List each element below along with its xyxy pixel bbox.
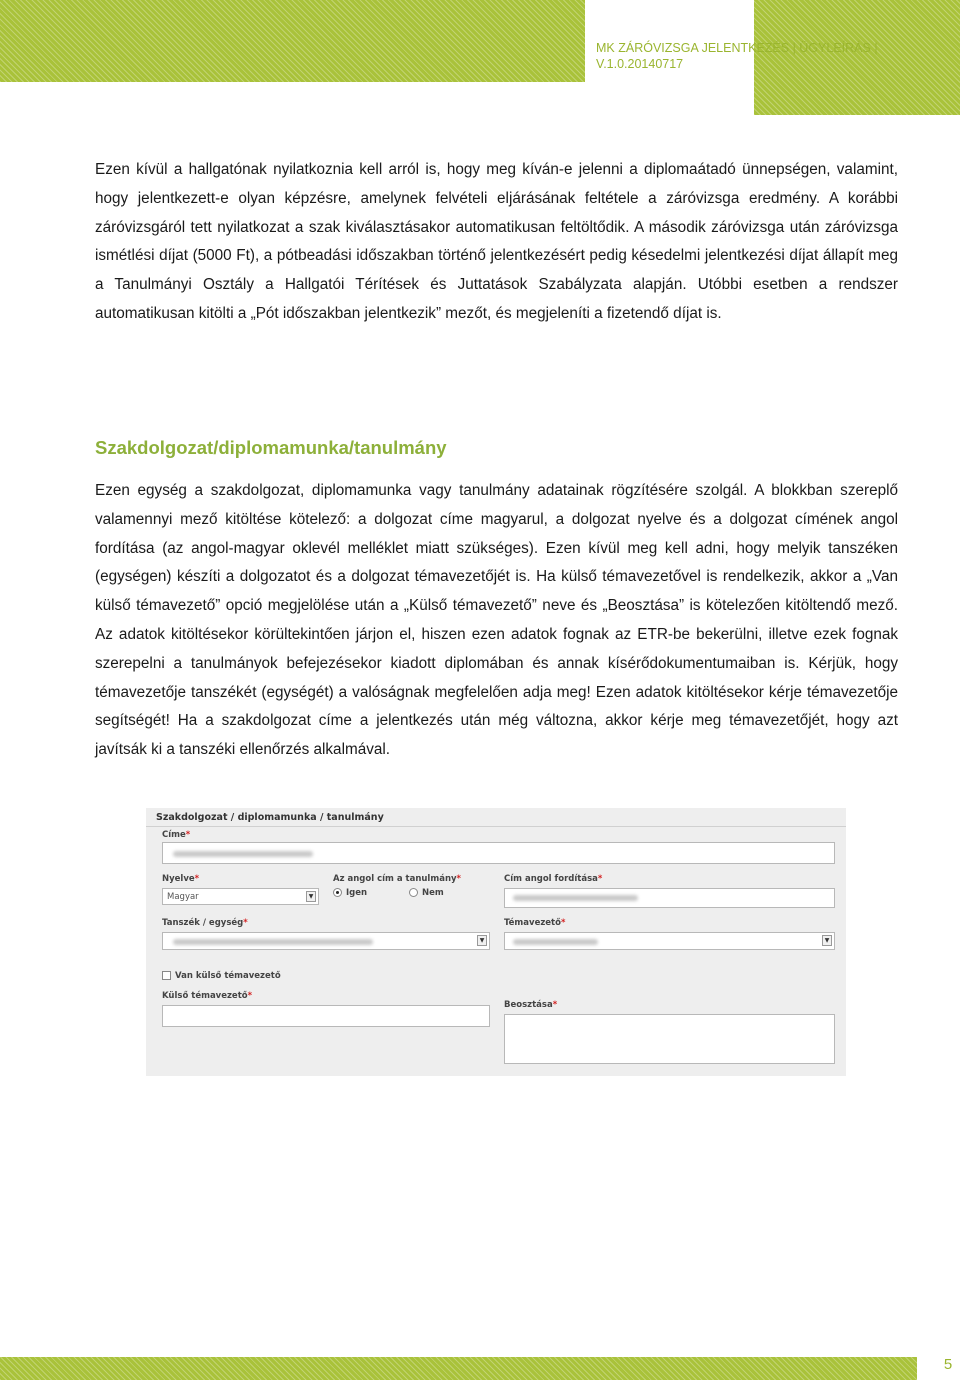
chevron-down-icon: ▼ [306,891,316,902]
title-field[interactable] [162,842,835,864]
language-select-value: Magyar [167,892,199,902]
english-title-field[interactable] [504,888,835,908]
department-label: Tanszék / egység* [162,918,248,928]
footer-pattern [0,1357,917,1380]
header-pattern-left [0,0,585,82]
external-supervisor-checkbox[interactable] [162,971,171,980]
external-supervisor-label: Külső témavezető* [162,991,253,1001]
english-title-question: Az angol cím a tanulmány* [333,874,461,884]
department-select[interactable] [162,932,490,950]
form-title: Szakdolgozat / diplomamunka / tanulmány [156,812,384,823]
radio-nem[interactable] [409,888,418,897]
external-supervisor-checkbox-label: Van külső témavezető [175,971,281,981]
english-title-label: Cím angol fordítása* [504,874,603,884]
chevron-down-icon: ▼ [477,935,487,946]
page-number: 5 [943,1356,953,1373]
position-field[interactable] [504,1014,835,1064]
position-label: Beosztása* [504,1000,558,1010]
header-title: MK ZÁRÓVIZSGA JELENTKEZÉS | ÜGYLEÍRÁS | [596,41,878,55]
title-field-label: Címe* [162,830,191,840]
intro-paragraph: Ezen kívül a hallgatónak nyilatkoznia kell arról is, hogy meg kíván-e jelenni a diplomaátadó ünnepségen, valamint, hogy jelentkezett-e olyan képzésre, amelynek felvételi eljárásának feltétele a záróvizsga eredmény. A korábbi záróvizsgáról tett nyilatkozat a szak kiválasztásakor automatikusan feltöltődik. A második záróvizsga után záróvizsga ismétlési díjat (5000 Ft), a pótbeadási időszakban történő jelentkezésért pedig késedelmi jelentkezési díjat állapít meg a Tanulmányi Osztály a Hallgatói Térítések és Juttatások Szabályzata alapján. Utóbbi esetben a rendszer automatikusan kitölti a „Pót időszakban jelentkezik” mezőt, és megjeleníti a fizetendő díjat is. [95,161,898,322]
header-pattern-right [754,0,960,115]
form-divider [146,826,846,827]
chevron-down-icon: ▼ [822,935,832,946]
thesis-form-screenshot [146,808,846,1076]
radio-igen-label: Igen [346,888,368,898]
header-version: V.1.0.20140717 [596,57,684,71]
language-label: Nyelve* [162,874,200,884]
section-paragraph: Ezen egység a szakdolgozat, diplomamunka vagy tanulmány adatainak rögzítésére szolgál. A blokkban szereplő valamennyi mező kitöltése kötelező: a dolgozat címe magyarul, a dolgozat nyelve és a dolgozat címének angol fordítása (az angol-magyar oklevél melléklet miatt szükséges). Ezen kívül meg kell adni, hogy melyik tanszéken (egységen) készíti a dolgozatot és a dolgozat témavezetőjét is. Ha külső témavezetővel is rendelkezik, akkor a „Van külső témavezető” opció megjelölése után a „Külső témavezető” neve és „Beosztása” is kötelezően kitöltendő mező. Az adatok kitöltésekor körültekintően járjon el, hiszen ezen adatok fognak az ETR-be bekerülni, illetve ezek fognak szerepelni a tanulmányok befejezésekor kiadott diplomában és annak kísérődokumentumaiban is. Kérjük, hogy témavezetője tanszékét (egységét) a valóságnak megfelelően adja meg! Ezen adatok kitöltésekor kérje témavezetője segítségét! Ha a szakdolgozat címe a jelentkezés után még változna, akkor kérje meg témavezetőjét, hogy azt javítsák ki a tanszéki ellenőrzés alkalmával. [95,482,898,759]
language-select[interactable] [162,888,319,905]
supervisor-label: Témavezető* [504,918,566,928]
radio-igen[interactable] [333,888,342,897]
radio-nem-label: Nem [422,888,444,898]
section-title: Szakdolgozat/diplomamunka/tanulmány [95,437,447,458]
supervisor-select[interactable] [504,932,835,950]
external-supervisor-field[interactable] [162,1005,490,1027]
